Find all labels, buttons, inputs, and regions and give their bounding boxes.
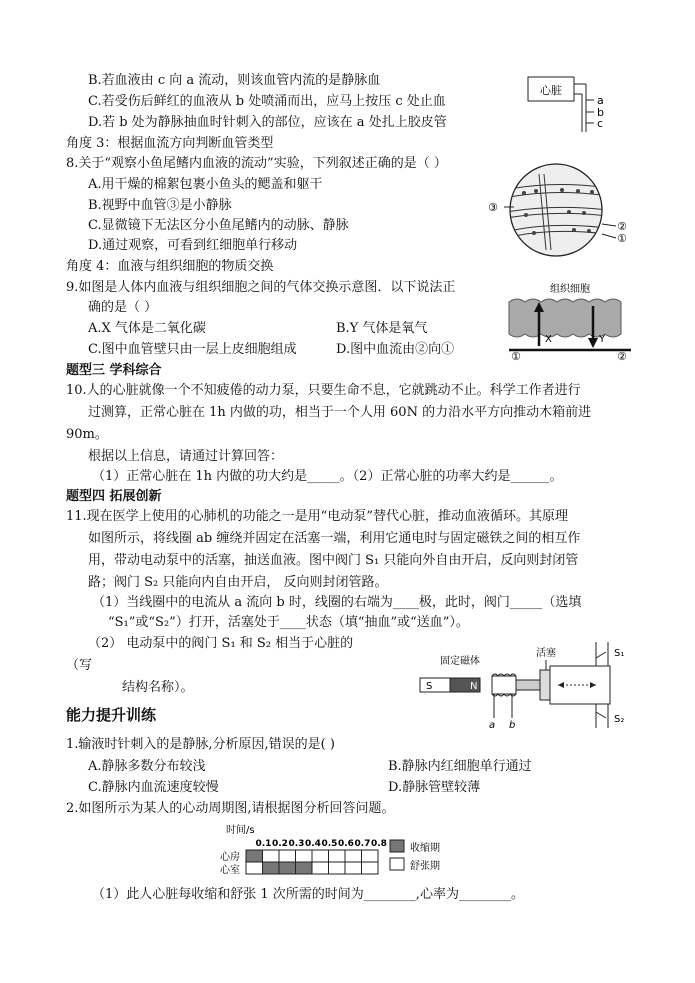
legend-relax-label: 舒张期 xyxy=(410,861,440,872)
q9-y-label: Y xyxy=(599,334,606,345)
q8-microscope-figure xyxy=(484,160,634,260)
q11-label-b: b xyxy=(509,720,516,730)
ventricle-cell xyxy=(296,862,313,874)
ventricle-cell xyxy=(312,862,329,874)
chart-row-atrium: 心房 xyxy=(220,852,240,863)
q11-line7: （2） 电动泵中的阀门 S₁ 和 S₂ 相当于心脏的 xyxy=(88,636,354,651)
q8-stem: 8.关于“观察小鱼尾鳍内血液的流动”实验，下列叙述正确的是（ ） xyxy=(66,156,447,171)
q11-line2: 如图所示，将线圈 ab 缠绕并固定在活塞一端，利用它通电时与固定磁铁之间的相互作 xyxy=(88,531,581,546)
p2-stem: 2.如图所示为某人的心动周期图,请根据图分析回答问题。 xyxy=(66,801,395,816)
p1-stem: 1.输液时针刺入的是静脉,分析原因,错误的是( ) xyxy=(66,737,335,752)
q9-option-d: D.图中血流由②向① xyxy=(336,342,455,357)
angle4-heading: 角度 4：血液与组织细胞的物质交换 xyxy=(66,259,274,274)
chart-row-ventricle: 心室 xyxy=(220,865,240,876)
atrium-cell xyxy=(345,850,362,862)
q9-option-b: B.Y 气体是氧气 xyxy=(336,321,428,336)
q8-option-c: C.显微镜下无法区分小鱼尾鳍内的动脉、静脉 xyxy=(88,218,349,233)
q11-magnet-label: 固定磁体 xyxy=(440,656,480,667)
p1-option-a: A.静脉多数分布较浅 xyxy=(88,759,206,774)
p2-question-1: （1）此人心脏每收缩和舒张 1 次所需的时间为________,心率为________。 xyxy=(92,887,524,902)
q9-label-2: ② xyxy=(617,350,627,362)
angle3-heading: 角度 3：根据血流方向判断血管类型 xyxy=(66,136,274,151)
q11-line8: （写 xyxy=(66,658,93,673)
q7-label-a: a xyxy=(597,94,604,107)
q10-line2: 过测算，正常心脏在 1h 内做的功，相当于一个人用 60N 的力沿水平方向推动木箱前进 xyxy=(88,405,592,420)
q11-line1: 11.现在医学上使用的心肺机的功能之一是用“电动泵”替代心脏，推动血液循环。其原理 xyxy=(66,509,568,524)
chart-tick-label: 0.6 xyxy=(338,839,354,849)
ventricle-cell xyxy=(246,862,263,874)
q9-label-1: ① xyxy=(511,350,521,362)
q8-label-2: ② xyxy=(617,220,627,233)
q7-option-c: C.若受伤后鲜红的血液从 b 处喷涌而出，应马上按压 c 处止血 xyxy=(88,94,446,109)
atrium-cell xyxy=(312,850,329,862)
legend-contract-swatch xyxy=(390,840,404,852)
q10-line1: 10.人的心脏就像一个不知疲倦的动力泵，只要生命不息，它就跳动不止。科学工作者进行 xyxy=(66,383,581,398)
q9-tissue-label: 组织细胞 xyxy=(550,284,590,295)
chart-tick-label: 0.4 xyxy=(305,839,321,849)
q7-option-b: B.若血液由 c 向 a 流动，则该血管内流的是静脉血 xyxy=(88,73,381,88)
heart-cycle-chart xyxy=(218,822,498,884)
q9-option-a: A.X 气体是二氧化碳 xyxy=(88,321,206,336)
chart-tick-label: 0.8 xyxy=(371,839,387,849)
ventricle-cell xyxy=(345,862,362,874)
ventricle-cell xyxy=(279,862,296,874)
q10-line5: （1）正常心脏在 1h 内做的功大约是_____。（2）正常心脏的功率大约是______。 xyxy=(92,469,563,484)
q7-heart-label: 心脏 xyxy=(540,84,562,97)
q8-option-d: D.通过观察，可看到红细胞单行移动 xyxy=(88,238,298,253)
q9-option-c: C.图中血管壁只由一层上皮细胞组成 xyxy=(88,342,297,357)
q11-s1-label: S₁ xyxy=(614,648,625,659)
atrium-cell xyxy=(279,850,296,862)
chart-tick-label: 0.5 xyxy=(321,839,338,849)
p1-option-d: D.静脉管壁较薄 xyxy=(388,780,481,795)
p1-option-c: C.静脉内血流速度较慢 xyxy=(88,780,219,795)
q11-n-pole: N xyxy=(470,681,478,692)
q8-option-a: A.用干燥的棉絮包裹小鱼头的鳃盖和躯干 xyxy=(88,177,323,192)
q11-s-pole: S xyxy=(426,681,433,692)
q7-option-d: D.若 b 处为静脉抽血时针刺入的部位，应该在 a 处扎上胶皮管 xyxy=(88,115,447,130)
q8-label-3: ③ xyxy=(488,201,498,214)
section-heading: 能力提升训练 xyxy=(66,706,157,724)
p1-option-b: B.静脉内红细胞单行通过 xyxy=(388,759,532,774)
q11-line6: “S₁”或“S₂”）打开，活塞处于____状态（填“抽血”或“送血”）。 xyxy=(108,615,469,630)
q8-label-1: ① xyxy=(617,232,627,245)
legend-contract-label: 收缩期 xyxy=(410,843,440,854)
chart-tick-label: 0.7 xyxy=(354,839,371,849)
atrium-cell xyxy=(246,850,263,862)
q11-line4: 路；阀门 S₂ 只能向内自由开启， 反向则封闭管路。 xyxy=(88,575,388,590)
q9-stem-line2: 确的是（ ） xyxy=(88,300,158,315)
q11-piston-label: 活塞 xyxy=(536,648,556,659)
atrium-cell xyxy=(329,850,346,862)
atrium-cell xyxy=(296,850,313,862)
q11-label-a: a xyxy=(489,720,496,730)
q11-pump-figure xyxy=(418,638,638,730)
q11-line3: 用，带动电动泵中的活塞，抽送血液。图中阀门 S₁ 只能向外自由开启，反向则封闭管 xyxy=(88,553,579,568)
atrium-cell xyxy=(362,850,379,862)
chart-tick-label: 0.3 xyxy=(288,839,305,849)
atrium-cell xyxy=(263,850,280,862)
q11-line5: （1）当线圈中的电流从 a 流向 b 时，线圈的右端为____极，此时，阀门_____（选填 xyxy=(92,595,582,610)
q8-option-b: B.视野中血管③是小静脉 xyxy=(88,198,232,213)
q9-x-label: X xyxy=(545,334,552,345)
ventricle-cell xyxy=(329,862,346,874)
q7-vessel-figure xyxy=(520,74,615,134)
legend-relax-swatch xyxy=(390,858,404,870)
chart-tick-label: 0.1 xyxy=(255,839,272,849)
chart-time-label: 时间/s xyxy=(226,825,255,836)
q10-line3: 90m。 xyxy=(66,427,108,442)
ventricle-cell xyxy=(263,862,280,874)
q7-label-b: b xyxy=(597,106,604,119)
type4-heading: 题型四 拓展创新 xyxy=(66,489,162,504)
q7-label-c: c xyxy=(597,117,604,130)
q10-line4: 根据以上信息，请通过计算回答： xyxy=(88,449,284,464)
type3-heading: 题型三 学科综合 xyxy=(66,363,162,378)
q9-gas-exchange-figure xyxy=(505,280,635,362)
q11-line9: 结构名称）。 xyxy=(122,680,194,695)
ventricle-cell xyxy=(362,862,379,874)
chart-tick-label: 0.2 xyxy=(272,839,288,849)
q9-stem-line1: 9.如图是人体内血液与组织细胞之间的气体交换示意图．以下说法正 xyxy=(66,280,456,295)
q11-s2-label: S₂ xyxy=(614,714,625,725)
